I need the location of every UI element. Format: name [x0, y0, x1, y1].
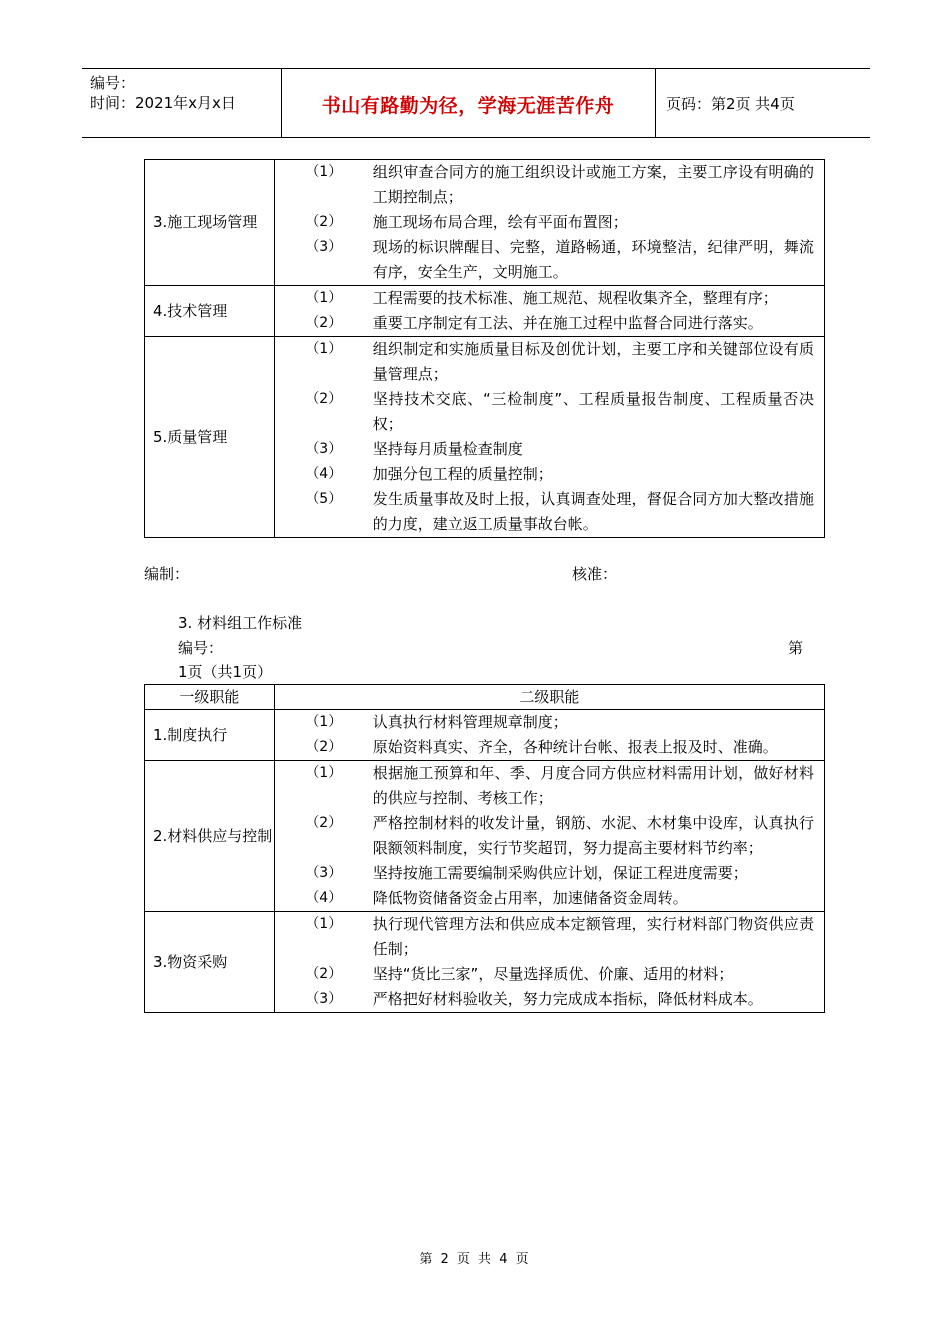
item-number: （3） [305, 239, 343, 255]
list-item [275, 811, 824, 861]
list-item [275, 160, 824, 210]
section-number-label: 编号： [178, 639, 224, 657]
table-row [145, 761, 825, 912]
list-item [275, 437, 824, 462]
item-number: （1） [305, 164, 343, 180]
list-item [275, 987, 824, 1012]
item-text: 坚持“货比三家”，尽量选择质优、价廉、适用的材料； [372, 965, 734, 983]
duty-table-body [145, 160, 825, 538]
list-item [275, 487, 824, 537]
list-item [275, 235, 824, 285]
category-cell: 4.技术管理 [145, 286, 275, 337]
header-divider-right [655, 69, 656, 137]
item-number: （2） [305, 815, 343, 831]
header-level2: 二级职能 [274, 685, 824, 710]
item-text: 根据施工预算和年、季、月度合同方供应材料需用计划，做好材料的供应与控制、考核工作； [372, 764, 814, 807]
list-item [275, 735, 824, 760]
header-motto: 书山有路勤为径，学海无涯苦作舟 [321, 95, 615, 117]
item-text: 施工现场布局合理，绘有平面布置图； [372, 213, 628, 231]
section-page-count: 1页（共1页） [178, 663, 273, 681]
item-text: 执行现代管理方法和供应成本定额管理，实行材料部门物资供应责任制； [372, 915, 814, 958]
item-text: 严格控制材料的收发计量，钢筋、水泥、木材集中设库，认真执行限额领料制度，实行节奖超罚，努力提高主要材料节约率； [372, 814, 814, 857]
item-number: （2） [305, 966, 343, 982]
category-cell: 5.质量管理 [145, 337, 275, 538]
table-row [145, 912, 825, 1013]
header-level1: 一级职能 [145, 685, 275, 710]
category-cell: 2.材料供应与控制 [145, 761, 275, 912]
page-footer: 第 2 页 共 4 页 [419, 1252, 531, 1267]
item-number: （4） [305, 890, 343, 906]
item-text: 发生质量事故及时上报，认真调查处理，督促合同方加大整改措施的力度，建立返工质量事故台帐。 [372, 490, 814, 533]
item-number: （2） [305, 739, 343, 755]
item-text: 坚持按施工需要编制采购供应计划，保证工程进度需要； [372, 864, 748, 882]
table-header-row [145, 685, 825, 710]
list-item [275, 962, 824, 987]
compiled-by-label: 编制： [144, 565, 190, 583]
item-number: （3） [305, 441, 343, 457]
item-number: （1） [305, 714, 343, 730]
section-title: 3. 材料组工作标准 [178, 614, 303, 632]
list-item [275, 387, 824, 437]
item-number: （2） [305, 315, 343, 331]
item-number: （1） [305, 765, 343, 781]
item-text: 原始资料真实、齐全，各种统计台帐、报表上报及时、准确。 [372, 738, 778, 756]
item-number: （2） [305, 391, 343, 407]
item-text: 严格把好材料验收关，努力完成成本指标，降低材料成本。 [372, 990, 763, 1008]
items-cell [274, 710, 824, 761]
list-item [275, 311, 824, 336]
item-text: 加强分包工程的质量控制； [372, 465, 553, 483]
item-text: 重要工序制定有工法、并在施工过程中监督合同进行落实。 [372, 314, 763, 332]
list-item [275, 337, 824, 387]
items-cell [274, 160, 824, 286]
table-row [145, 286, 825, 337]
category-cell: 1.制度执行 [145, 710, 275, 761]
section-page-label: 第 [788, 639, 804, 657]
table-row [145, 160, 825, 286]
items-cell [274, 761, 824, 912]
items-cell [274, 286, 824, 337]
approved-by-label: 核准： [572, 565, 618, 583]
item-number: （5） [305, 491, 343, 507]
item-number: （1） [305, 916, 343, 932]
category-cell: 3.施工现场管理 [145, 160, 275, 286]
item-text: 工程需要的技术标准、施工规范、规程收集齐全，整理有序； [372, 289, 778, 307]
table-row [145, 337, 825, 538]
material-standard-table [144, 684, 825, 1013]
item-text: 组织审查合同方的施工组织设计或施工方案，主要工序设有明确的工期控制点； [372, 163, 814, 206]
list-item [275, 861, 824, 886]
item-text: 坚持每月质量检查制度 [372, 440, 523, 458]
duty-table-continued [144, 159, 825, 538]
item-number: （2） [305, 214, 343, 230]
header-number-label: 编号： [90, 74, 136, 92]
material-table-body [145, 710, 825, 1013]
item-number: （1） [305, 290, 343, 306]
list-item [275, 286, 824, 311]
items-cell [274, 912, 824, 1013]
list-item [275, 886, 824, 911]
list-item [275, 761, 824, 811]
item-number: （3） [305, 991, 343, 1007]
item-number: （3） [305, 865, 343, 881]
list-item [275, 462, 824, 487]
item-text: 现场的标识牌醒目、完整，道路畅通，环境整洁，纪律严明，舞流有序，安全生产，文明施工。 [372, 238, 814, 281]
header-time-label: 时间：2021年x月x日 [90, 94, 236, 112]
header-page-info: 页码：第2页 共4页 [666, 95, 795, 113]
items-cell [274, 337, 824, 538]
item-text: 坚持技术交底、“三检制度”、工程质量报告制度、工程质量否决权； [372, 390, 814, 433]
item-text: 组织制定和实施质量目标及创优计划，主要工序和关键部位设有质量管理点； [372, 340, 814, 383]
list-item [275, 912, 824, 962]
table-row [145, 710, 825, 761]
list-item [275, 210, 824, 235]
category-cell: 3.物资采购 [145, 912, 275, 1013]
list-item [275, 710, 824, 735]
item-number: （4） [305, 466, 343, 482]
item-number: （1） [305, 341, 343, 357]
page-header [82, 68, 870, 138]
item-text: 降低物资储备资金占用率，加速储备资金周转。 [372, 889, 688, 907]
header-meta [90, 73, 236, 113]
item-text: 认真执行材料管理规章制度； [372, 713, 568, 731]
